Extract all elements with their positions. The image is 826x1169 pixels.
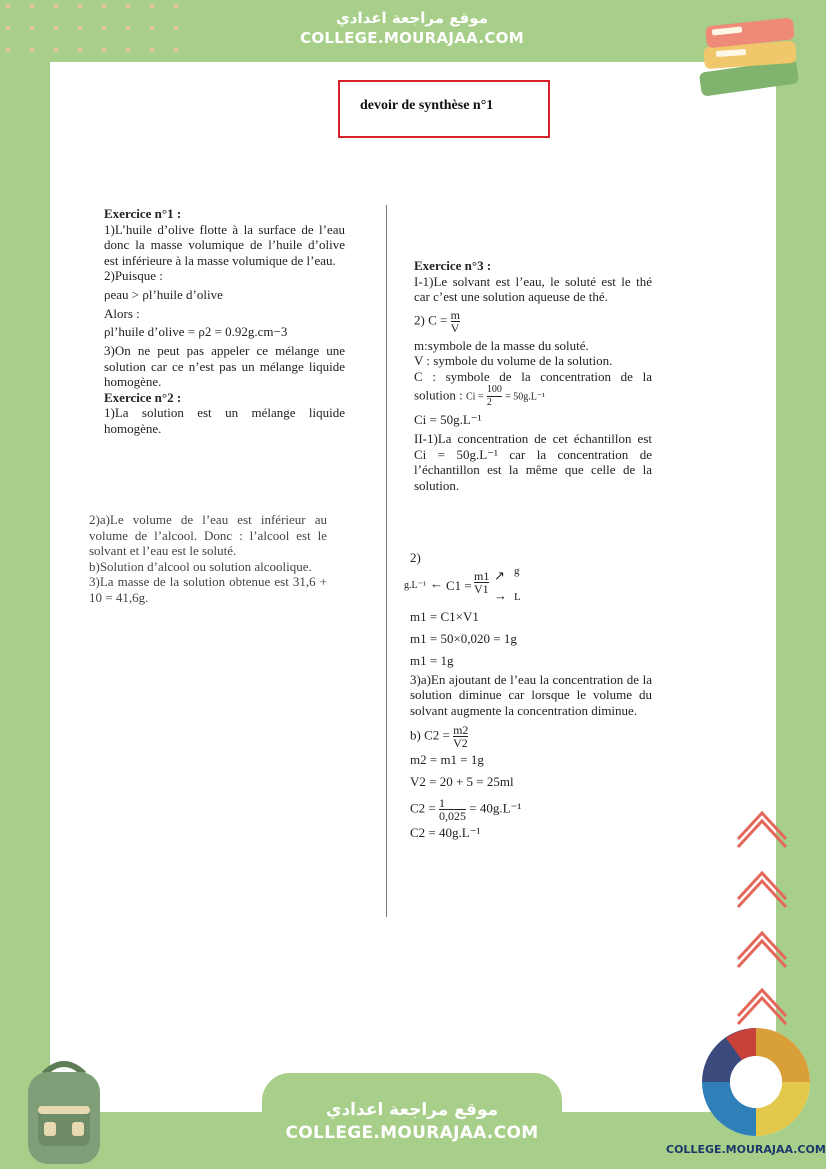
decorative-dot	[6, 48, 10, 52]
decorative-dot	[174, 26, 178, 30]
ex3-answer-3b: b) C2 = $\frac{m2}{V2}$	[410, 723, 469, 750]
ex3-m1-formula: m1 = C1×V1	[410, 608, 479, 624]
ex2-answer-2a: 2)a)Le volume de l’eau est inférieur au volume de l’alcool. Donc : l’alcool est le solvant et l’eau est le soluté.	[89, 512, 327, 558]
exercise-1-heading: Exercice n°1 :	[104, 206, 182, 221]
ex3-formula-c: 2) C = $\frac{m}{V}$	[414, 307, 460, 335]
document-title-box	[338, 80, 550, 138]
unit-gl-label: g.L⁻¹	[404, 579, 426, 591]
unit-l-label: L	[514, 590, 521, 603]
decorative-dot	[126, 48, 130, 52]
exercise-1-block	[104, 206, 345, 436]
ex1-alors: Alors :	[104, 305, 140, 321]
ex3-c-result: Ci = 50g.L⁻¹	[414, 412, 482, 427]
unit-g-label: g	[514, 564, 520, 577]
decorative-dot	[54, 48, 58, 52]
arrow-right-icon: →	[494, 587, 507, 603]
decorative-dot	[6, 4, 10, 8]
ex3-v2: V2 = 20 + 5 = 25ml	[410, 774, 514, 789]
ex3-answer-ii1: II-1)La concentration de cet échantillon est Ci = 50g.L⁻¹ car la concentration de l’échantillon est la même que celle de la solution.	[414, 431, 652, 493]
decorative-dot	[150, 4, 154, 8]
chevron-up-icon	[732, 795, 792, 855]
header-tab[interactable]	[262, 0, 562, 60]
arrow-up-right-icon: ↗	[494, 567, 505, 583]
ex1-answer-3: 3)On ne peut pas appeler ce mélange une solution car ce n’est pas un mélange liquide homogène.	[104, 343, 345, 389]
exercise-3-part-1	[414, 258, 652, 493]
footer-arabic-name: موقع مراجعة اعدادي	[325, 1100, 499, 1120]
backpack-icon	[14, 1052, 114, 1167]
ex3-v-definition: V : symbole du volume de la solution.	[414, 353, 613, 368]
chevron-up-icon	[732, 915, 792, 975]
ex2-answer-3: 3)La masse de la solution obtenue est 31,6 + 10 = 41,6g.	[89, 574, 327, 605]
column-divider	[386, 205, 387, 917]
decorative-dot	[150, 26, 154, 30]
ex1-rho-comparison: ρeau > ρl’huile d’olive	[104, 286, 223, 302]
ex3-m1-calc: m1 = 50×0,020 = 1g	[410, 630, 517, 646]
decorative-dot	[78, 4, 82, 8]
decorative-dot	[174, 4, 178, 8]
document-title: devoir de synthèse n°1	[360, 98, 494, 113]
decorative-dot	[102, 4, 106, 8]
ex3-m2: m2 = m1 = 1g	[410, 752, 484, 767]
ex3-answer-i1: I-1)Le solvant est l’eau, le soluté est le thé car c’est une solution aqueuse de thé.	[414, 273, 652, 304]
decorative-dot	[102, 26, 106, 30]
books-icon	[694, 14, 802, 96]
decorative-dot	[150, 48, 154, 52]
decorative-dot	[54, 4, 58, 8]
exercise-2-heading: Exercice n°2 :	[104, 389, 182, 405]
decorative-dot	[102, 48, 106, 52]
ex3-c2-calc: C2 = $\frac{1}{0,025}$ = 40g.L⁻¹	[410, 796, 522, 823]
fraction-m-over-v: $\frac{m}{V}$	[450, 307, 460, 335]
footer-tab[interactable]	[262, 1073, 562, 1169]
decorative-dot	[30, 4, 34, 8]
decorative-dot	[30, 26, 34, 30]
ex1-answer-1: 1)L’huile d’olive flotte à la surface de l’eau donc la masse volumique de l’huile d’olive est inférieure à la masse volumique de l’eau.	[104, 221, 345, 268]
decorative-dot	[30, 48, 34, 52]
decorative-dot	[126, 4, 130, 8]
footer-domain[interactable]: COLLEGE.MOURAJAA.COM	[285, 1123, 539, 1143]
fraction-100-over-2: $\frac{100}{2}$	[486, 384, 502, 408]
decorative-dots	[0, 0, 210, 60]
fraction-m1-over-v1: $\frac{m1}{V1}$	[474, 568, 490, 596]
college-logo-text: COLLEGE.MOURAJAA.COM	[666, 1143, 826, 1156]
decorative-dot	[174, 48, 178, 52]
ex3-answer-3a: 3)a)En ajoutant de l’eau la concentration de la solution diminue car lorsque le volume du solvant augmente la concentration diminue.	[410, 671, 652, 718]
ex3-m1-result: m1 = 1g	[410, 652, 454, 668]
ex3-answer-ii2: 2)	[410, 550, 421, 565]
ex3-c1-diagram: g.L⁻¹ ← C1 = $\frac{m1}{V1}$ ↗ g → L	[410, 566, 652, 606]
decorative-dot	[54, 26, 58, 30]
exercise-3-heading: Exercice n°3 :	[414, 258, 492, 273]
decorative-dot	[6, 26, 10, 30]
arrow-left-icon: ←	[430, 575, 443, 591]
ex2-answer-2b: b)Solution d’alcool ou solution alcoolique.	[89, 558, 312, 574]
college-logo-icon	[696, 1022, 816, 1142]
ex3-c-definition: C : symbole de la concentration de la solution : Ci = $\frac{100}{2}$ = 50g.L⁻¹	[414, 368, 652, 408]
ex3-c2-result: C2 = 40g.L⁻¹	[410, 825, 481, 840]
exercise-2-block	[89, 512, 327, 605]
decorative-dot	[126, 26, 130, 30]
fraction-m2-over-v2: $\frac{m2}{V2}$	[453, 723, 469, 750]
site-arabic-name: موقع مراجعة اعدادي	[336, 9, 488, 27]
ex2-answer-1: 1)La solution est un mélange liquide homogène.	[104, 405, 345, 436]
decorative-dot	[78, 48, 82, 52]
ex1-rho-value: ρl’huile d’olive = ρ2 = 0.92g.cm−3	[104, 324, 288, 339]
decorative-dot	[78, 26, 82, 30]
ex3-m-definition: m:symbole de la masse du soluté.	[414, 337, 589, 353]
exercise-3-part-2	[404, 550, 652, 844]
site-domain[interactable]: COLLEGE.MOURAJAA.COM	[300, 29, 524, 47]
chevron-up-icon	[732, 855, 792, 915]
fraction-1-over-0025: $\frac{1}{0,025}$	[439, 796, 467, 823]
ex1-answer-2: 2)Puisque :	[104, 268, 163, 283]
